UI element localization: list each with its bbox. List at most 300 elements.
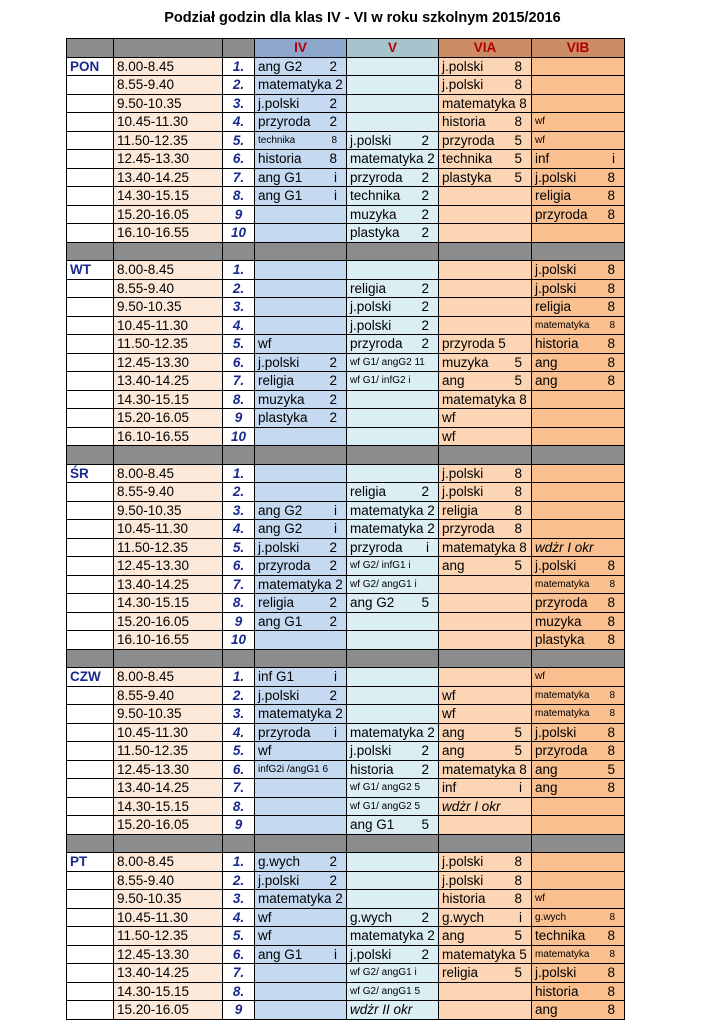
time-slot: 9.50-10.35	[114, 94, 223, 113]
lesson-cell-via	[439, 353, 532, 372]
lesson-number: 1.	[223, 668, 255, 687]
lesson-number: 3.	[223, 705, 255, 724]
day-label	[67, 150, 114, 169]
lesson-number: 8.	[223, 797, 255, 816]
subject: historia	[535, 983, 579, 999]
lesson-cell-v	[347, 557, 439, 576]
time-slot: 9.50-10.35	[114, 298, 223, 317]
lesson-cell-vib	[532, 742, 625, 761]
room-number: 2	[329, 539, 337, 555]
room-number: 8	[607, 928, 615, 944]
lesson-cell-v	[347, 705, 439, 724]
room-number: i	[334, 502, 337, 518]
lesson-number: 5.	[223, 335, 255, 354]
separator-cell	[347, 446, 439, 465]
subject: przyroda	[350, 336, 403, 352]
day-label: ŚR	[67, 464, 114, 483]
subject: religia	[258, 595, 295, 611]
subject: ang G1	[258, 169, 303, 185]
separator-cell	[439, 446, 532, 465]
lesson-cell-iv	[255, 76, 347, 95]
room-number: 2	[421, 225, 429, 241]
lesson-cell-iv	[255, 279, 347, 298]
lesson-cell-v	[347, 760, 439, 779]
separator-cell	[532, 649, 625, 668]
table-row	[67, 927, 625, 946]
lesson-cell-iv	[255, 871, 347, 890]
room-number: 2	[421, 743, 429, 759]
lesson-cell-vib	[532, 797, 625, 816]
room-number: 8	[607, 558, 615, 574]
subject: ang	[535, 761, 558, 777]
subject: j.polski	[535, 262, 577, 278]
subject: plastyka	[535, 632, 585, 648]
subject: wf	[535, 893, 545, 905]
lesson-number: 6.	[223, 760, 255, 779]
table-row	[67, 187, 625, 206]
room-number: 8	[514, 854, 522, 870]
subject: matematyka 8	[442, 391, 527, 407]
lesson-cell-via	[439, 575, 532, 594]
lesson-cell-via	[439, 113, 532, 132]
lesson-number: 8.	[223, 187, 255, 206]
room-number: i	[334, 946, 337, 962]
table-row	[67, 797, 625, 816]
subject: inf	[535, 151, 550, 167]
subject: matematyka	[535, 689, 590, 701]
lesson-cell-iv	[255, 742, 347, 761]
room-number: 8	[331, 134, 337, 146]
subject: ang G1	[258, 613, 303, 629]
lesson-cell-via	[439, 76, 532, 95]
lesson-cell-via	[439, 409, 532, 428]
subject: ang G1	[258, 946, 303, 962]
day-label: WT	[67, 261, 114, 280]
lesson-cell-via	[439, 224, 532, 243]
lesson-number: 9	[223, 409, 255, 428]
lesson-cell-v	[347, 57, 439, 76]
subject: wf G1/ angG2 5	[350, 782, 421, 794]
day-label: PON	[67, 57, 114, 76]
lesson-cell-v	[347, 261, 439, 280]
lesson-number: 8.	[223, 594, 255, 613]
subject: wdżr I okr	[535, 539, 594, 555]
time-slot: 10.45-11.30	[114, 723, 223, 742]
lesson-cell-v	[347, 1001, 439, 1020]
day-label	[67, 705, 114, 724]
subject: j.polski	[442, 465, 484, 481]
lesson-cell-v	[347, 816, 439, 835]
lesson-cell-vib	[532, 187, 625, 206]
table-row	[67, 409, 625, 428]
subject: matematyka 2	[350, 521, 435, 537]
lesson-number: 9	[223, 816, 255, 835]
time-slot: 10.45-11.30	[114, 908, 223, 927]
time-slot: 14.30-15.15	[114, 797, 223, 816]
lesson-cell-via	[439, 686, 532, 705]
day-label	[67, 612, 114, 631]
lesson-number: 4.	[223, 520, 255, 539]
lesson-number: 1.	[223, 464, 255, 483]
subject: j.polski	[258, 539, 300, 555]
subject: przyroda	[350, 169, 403, 185]
lesson-number: 4.	[223, 723, 255, 742]
lesson-cell-v	[347, 871, 439, 890]
subject: plastyka	[350, 225, 400, 241]
separator-cell	[223, 446, 255, 465]
room-number: i	[334, 169, 337, 185]
lesson-number: 9	[223, 1001, 255, 1020]
table-row	[67, 298, 625, 317]
lesson-number: 2.	[223, 483, 255, 502]
subject: historia	[442, 114, 486, 130]
lesson-number: 1.	[223, 853, 255, 872]
subject: wf	[442, 410, 456, 426]
subject: ang G1	[258, 188, 303, 204]
lesson-cell-iv	[255, 557, 347, 576]
table-row	[67, 816, 625, 835]
lesson-cell-iv	[255, 409, 347, 428]
room-number: 5	[514, 373, 522, 389]
subject: przyroda	[350, 539, 403, 555]
lesson-cell-iv	[255, 205, 347, 224]
room-number: 8	[514, 484, 522, 500]
lesson-cell-v	[347, 927, 439, 946]
lesson-cell-v	[347, 427, 439, 446]
subject: j.polski	[350, 299, 392, 315]
separator-cell	[114, 446, 223, 465]
time-slot: 14.30-15.15	[114, 390, 223, 409]
separator-cell	[67, 649, 114, 668]
separator-cell	[114, 834, 223, 853]
lesson-number: 6.	[223, 353, 255, 372]
lesson-cell-via	[439, 982, 532, 1001]
lesson-number: 7.	[223, 168, 255, 187]
day-label	[67, 908, 114, 927]
lesson-number: 3.	[223, 890, 255, 909]
room-number: 2	[329, 114, 337, 130]
lesson-cell-iv	[255, 113, 347, 132]
day-label	[67, 1001, 114, 1020]
separator-cell	[114, 242, 223, 261]
room-number: 2	[329, 58, 337, 74]
lesson-cell-via	[439, 94, 532, 113]
subject: matematyka 2	[258, 706, 343, 722]
lesson-cell-via	[439, 538, 532, 557]
subject: infG2i /angG1 6	[258, 763, 329, 775]
lesson-cell-via	[439, 742, 532, 761]
lesson-number: 9	[223, 612, 255, 631]
subject: wf G2/ infG1 i	[350, 560, 411, 572]
lesson-cell-v	[347, 335, 439, 354]
day-label	[67, 279, 114, 298]
separator-cell	[347, 242, 439, 261]
lesson-cell-v	[347, 797, 439, 816]
header-class-vib: VIB	[532, 39, 625, 58]
time-slot: 16.10-16.55	[114, 427, 223, 446]
subject: wdżr II okr	[350, 1002, 413, 1018]
lesson-cell-v	[347, 76, 439, 95]
time-slot: 11.50-12.35	[114, 335, 223, 354]
time-slot: 14.30-15.15	[114, 187, 223, 206]
room-number: 8	[514, 58, 522, 74]
table-row	[67, 224, 625, 243]
subject: wf G1/ infG2 i	[350, 375, 411, 387]
lesson-cell-iv	[255, 187, 347, 206]
lesson-cell-via	[439, 316, 532, 335]
lesson-cell-via	[439, 945, 532, 964]
time-slot: 8.00-8.45	[114, 668, 223, 687]
table-row	[67, 871, 625, 890]
lesson-cell-v	[347, 113, 439, 132]
lesson-number: 7.	[223, 575, 255, 594]
separator-cell	[347, 649, 439, 668]
lesson-number: 5.	[223, 742, 255, 761]
lesson-cell-v	[347, 668, 439, 687]
lesson-cell-v	[347, 742, 439, 761]
subject: religia	[350, 280, 387, 296]
table-row	[67, 76, 625, 95]
room-number: 2	[421, 484, 429, 500]
lesson-cell-v	[347, 464, 439, 483]
room-number: 2	[329, 613, 337, 629]
lesson-cell-v	[347, 131, 439, 150]
lesson-cell-vib	[532, 927, 625, 946]
subject: j.polski	[350, 317, 392, 333]
lesson-cell-iv	[255, 668, 347, 687]
lesson-number: 4.	[223, 113, 255, 132]
lesson-cell-vib	[532, 131, 625, 150]
subject: muzyka	[535, 613, 582, 629]
lesson-cell-via	[439, 390, 532, 409]
lesson-cell-iv	[255, 353, 347, 372]
table-row	[67, 57, 625, 76]
time-slot: 8.55-9.40	[114, 279, 223, 298]
subject: przyroda	[258, 114, 311, 130]
lesson-number: 6.	[223, 150, 255, 169]
table-row	[67, 631, 625, 650]
lesson-cell-vib	[532, 779, 625, 798]
lesson-cell-vib	[532, 501, 625, 520]
lesson-cell-iv	[255, 797, 347, 816]
header-time-cell	[114, 39, 223, 58]
lesson-cell-v	[347, 890, 439, 909]
subject: wf G2/ angG1 i	[350, 967, 417, 979]
room-number: 8	[607, 780, 615, 796]
subject: g.wych	[258, 854, 301, 870]
lesson-cell-iv	[255, 316, 347, 335]
subject: wdżr I okr	[442, 798, 501, 814]
lesson-cell-vib	[532, 168, 625, 187]
day-label	[67, 427, 114, 446]
subject: muzyka	[350, 206, 397, 222]
subject: historia	[535, 336, 579, 352]
separator-cell	[255, 242, 347, 261]
day-label	[67, 205, 114, 224]
lesson-number: 10	[223, 631, 255, 650]
day-label	[67, 94, 114, 113]
lesson-cell-vib	[532, 464, 625, 483]
table-row	[67, 890, 625, 909]
lesson-number: 2.	[223, 686, 255, 705]
lesson-number: 5.	[223, 131, 255, 150]
subject: wf	[535, 134, 545, 146]
subject: muzyka	[258, 391, 305, 407]
lesson-cell-v	[347, 520, 439, 539]
lesson-number: 3.	[223, 94, 255, 113]
time-slot: 8.55-9.40	[114, 686, 223, 705]
lesson-cell-via	[439, 631, 532, 650]
day-label	[67, 76, 114, 95]
lesson-cell-via	[439, 890, 532, 909]
subject: przyroda	[258, 724, 311, 740]
day-separator	[67, 834, 625, 853]
lesson-cell-iv	[255, 335, 347, 354]
room-number: 5	[514, 558, 522, 574]
lesson-cell-vib	[532, 871, 625, 890]
lesson-cell-via	[439, 853, 532, 872]
subject: g.wych	[535, 911, 567, 923]
lesson-cell-v	[347, 612, 439, 631]
time-slot: 14.30-15.15	[114, 982, 223, 1001]
room-number: 8	[329, 151, 337, 167]
room-number: 8	[607, 262, 615, 278]
room-number: 5	[514, 965, 522, 981]
table-row	[67, 316, 625, 335]
subject: g.wych	[442, 909, 485, 925]
subject: wf G2/ angG1 5	[350, 985, 421, 997]
lesson-cell-vib	[532, 594, 625, 613]
time-slot: 12.45-13.30	[114, 557, 223, 576]
table-row	[67, 131, 625, 150]
day-label: CZW	[67, 668, 114, 687]
lesson-cell-v	[347, 353, 439, 372]
room-number: i	[334, 521, 337, 537]
lesson-cell-vib	[532, 557, 625, 576]
separator-cell	[67, 446, 114, 465]
table-row	[67, 205, 625, 224]
subject: j.polski	[442, 58, 484, 74]
separator-cell	[255, 446, 347, 465]
room-number: 8	[514, 114, 522, 130]
day-separator	[67, 446, 625, 465]
lesson-cell-via	[439, 779, 532, 798]
time-slot: 15.20-16.05	[114, 409, 223, 428]
room-number: 2	[329, 391, 337, 407]
lesson-cell-v	[347, 853, 439, 872]
time-slot: 13.40-14.25	[114, 779, 223, 798]
room-number: 8	[607, 280, 615, 296]
time-slot: 15.20-16.05	[114, 205, 223, 224]
day-label	[67, 945, 114, 964]
room-number: 2	[421, 761, 429, 777]
lesson-cell-via	[439, 520, 532, 539]
lesson-number: 2.	[223, 76, 255, 95]
subject: przyroda	[535, 743, 588, 759]
room-number: 2	[421, 132, 429, 148]
subject: ang	[535, 354, 558, 370]
day-label	[67, 982, 114, 1001]
subject: j.polski	[258, 872, 300, 888]
lesson-cell-v	[347, 908, 439, 927]
day-label	[67, 131, 114, 150]
lesson-cell-via	[439, 261, 532, 280]
lesson-cell-iv	[255, 168, 347, 187]
lesson-cell-v	[347, 224, 439, 243]
room-number: i	[334, 669, 337, 685]
subject: j.polski	[535, 169, 577, 185]
subject: ang	[442, 724, 465, 740]
lesson-cell-vib	[532, 1001, 625, 1020]
lesson-cell-vib	[532, 612, 625, 631]
subject: matematyka	[535, 708, 590, 720]
subject: j.polski	[535, 724, 577, 740]
day-label	[67, 686, 114, 705]
header-day-cell	[67, 39, 114, 58]
lesson-cell-via	[439, 908, 532, 927]
subject: matematyka	[535, 578, 590, 590]
room-number: 2	[421, 909, 429, 925]
lesson-cell-vib	[532, 908, 625, 927]
room-number: 2	[329, 354, 337, 370]
day-label	[67, 316, 114, 335]
subject: matematyka 8	[442, 95, 527, 111]
table-row	[67, 964, 625, 983]
lesson-cell-v	[347, 483, 439, 502]
lesson-cell-iv	[255, 890, 347, 909]
lesson-cell-via	[439, 279, 532, 298]
subject: ang	[535, 780, 558, 796]
room-number: 8	[609, 911, 615, 923]
lesson-number: 3.	[223, 501, 255, 520]
lesson-number: 1.	[223, 261, 255, 280]
room-number: 8	[607, 613, 615, 629]
day-label	[67, 594, 114, 613]
lesson-cell-iv	[255, 945, 347, 964]
subject: j.polski	[350, 946, 392, 962]
header-class-v: V	[347, 39, 439, 58]
lesson-cell-iv	[255, 372, 347, 391]
day-label	[67, 723, 114, 742]
lesson-cell-iv	[255, 298, 347, 317]
room-number: 2	[329, 872, 337, 888]
lesson-cell-iv	[255, 538, 347, 557]
separator-cell	[223, 834, 255, 853]
lesson-cell-iv	[255, 705, 347, 724]
lesson-cell-via	[439, 187, 532, 206]
table-row	[67, 279, 625, 298]
time-slot: 9.50-10.35	[114, 501, 223, 520]
day-label	[67, 187, 114, 206]
lesson-cell-vib	[532, 964, 625, 983]
day-label	[67, 113, 114, 132]
subject: inf G1	[258, 669, 295, 685]
lesson-cell-v	[347, 723, 439, 742]
room-number: 2	[421, 336, 429, 352]
room-number: 5	[514, 724, 522, 740]
table-row	[67, 612, 625, 631]
lesson-cell-iv	[255, 908, 347, 927]
lesson-cell-vib	[532, 316, 625, 335]
time-slot: 10.45-11.30	[114, 316, 223, 335]
subject: matematyka	[535, 948, 590, 960]
room-number: 8	[514, 891, 522, 907]
table-row	[67, 113, 625, 132]
subject: matematyka 2	[258, 576, 343, 592]
lesson-cell-iv	[255, 612, 347, 631]
lesson-cell-vib	[532, 57, 625, 76]
table-row	[67, 483, 625, 502]
